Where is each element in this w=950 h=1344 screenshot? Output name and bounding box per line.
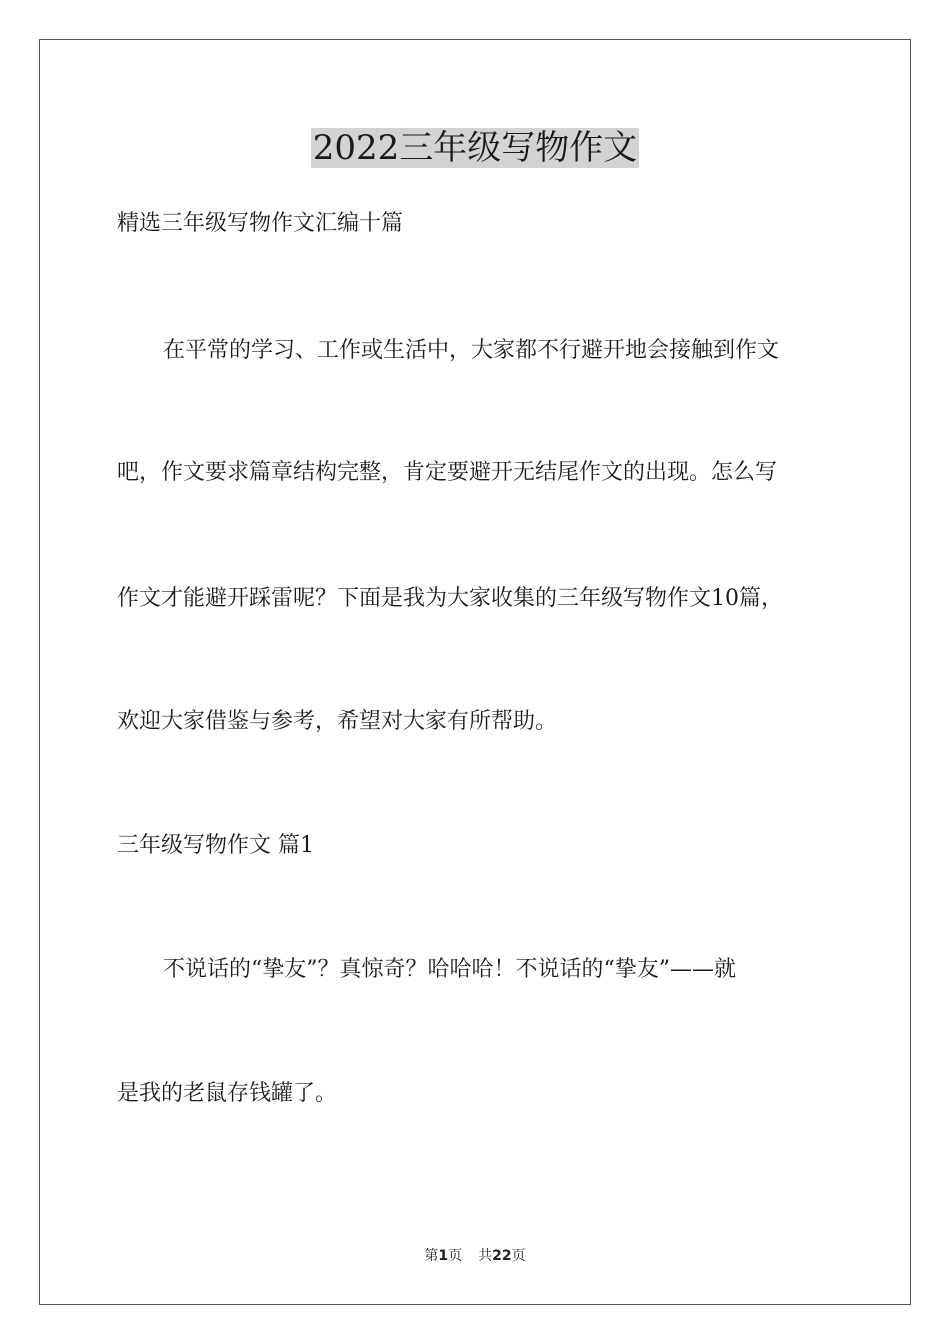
document-subtitle: 精选三年级写物作文汇编十篇	[117, 211, 404, 236]
intro-line-2: 吧，作文要求篇章结构完整，肯定要避开无结尾作文的出现。怎么写	[117, 460, 778, 485]
document-title	[0, 126, 950, 170]
footer-page-number: 1	[438, 1248, 449, 1264]
body-line-2: 是我的老鼠存钱罐了。	[117, 1081, 338, 1106]
footer-total-pages: 22	[492, 1248, 512, 1264]
intro-line-3: 作文才能避开踩雷呢？下面是我为大家收集的三年级写物作文10篇，	[117, 586, 783, 611]
document-title-text: 2022三年级写物作文	[312, 128, 638, 168]
body-line-1: 不说话的“挚友”？真惊奇？哈哈哈！不说话的“挚友”——就	[163, 957, 736, 982]
footer-page-prefix: 第	[424, 1248, 439, 1264]
footer-page-suffix: 页	[448, 1248, 463, 1264]
section-heading: 三年级写物作文 篇1	[117, 833, 314, 858]
intro-line-4: 欢迎大家借鉴与参考，希望对大家有所帮助。	[117, 709, 558, 734]
footer-total-prefix: 共	[478, 1248, 493, 1264]
page-footer	[0, 1247, 950, 1265]
footer-total-suffix: 页	[511, 1248, 526, 1264]
intro-line-1: 在平常的学习、工作或生活中，大家都不行避开地会接触到作文	[163, 338, 780, 363]
